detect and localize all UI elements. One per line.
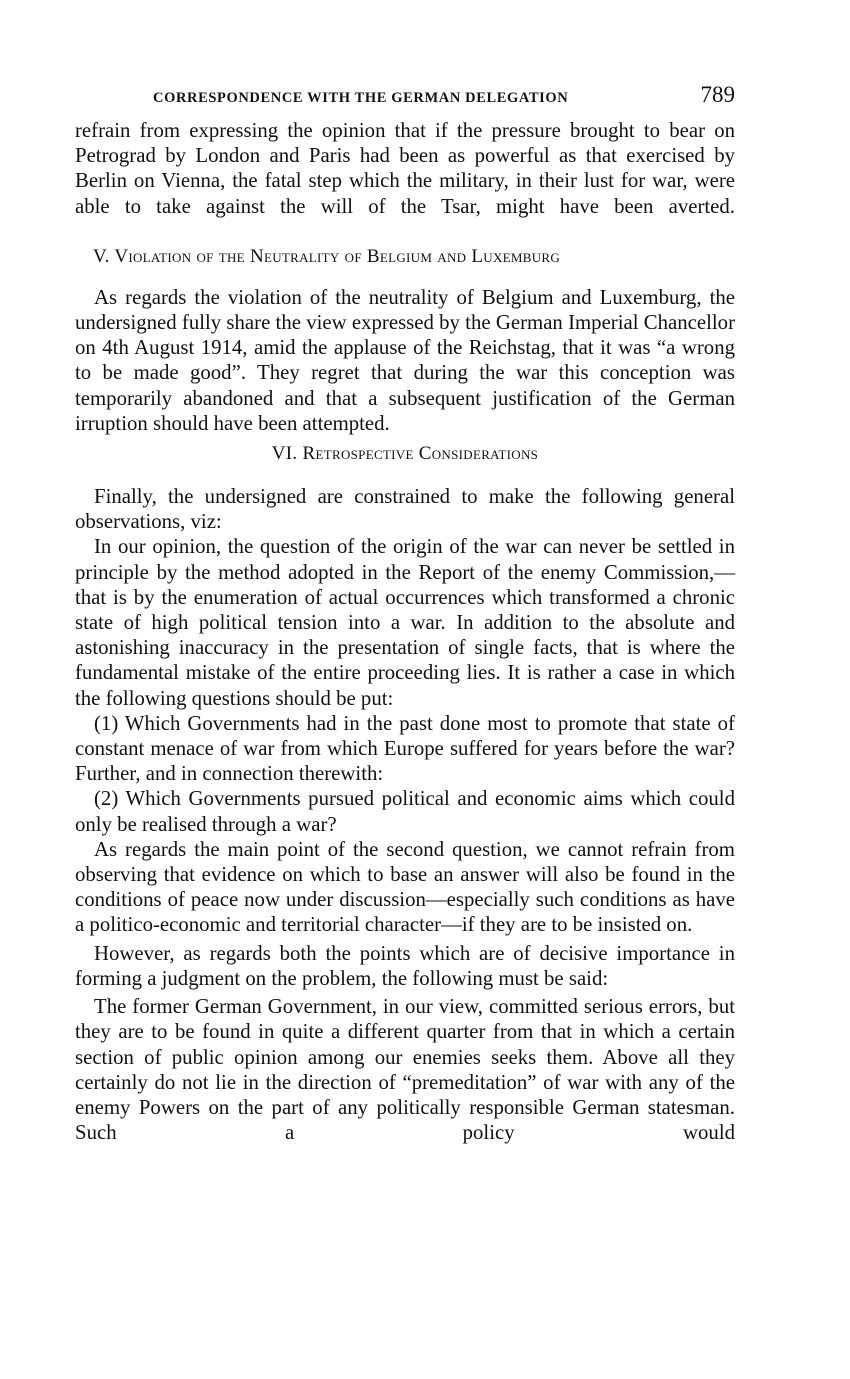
paragraph-decisive-points: However, as regards both the points which are of decisive importance in forming a judgment on the problem, the following must be said: — [75, 941, 735, 990]
paragraph-question-two: (2) Which Governments pursued political and economic aims which could only be realised through a war? — [75, 787, 735, 836]
running-title: CORRESPONDENCE WITH THE GERMAN DELEGATION — [153, 90, 569, 106]
paragraph-second-question-answer: As regards the main point of the second question, we cannot refrain from observing that evidence on which to base an answer will also be found in the conditions of peace now under discussion—especially such conditions as have a politico-economic and territorial character—if they are to be insisted on. — [75, 837, 735, 937]
section-heading-retrospective-considerations: VI. Retrospective Considerations — [271, 443, 539, 465]
paragraph-general-observations: Finally, the undersigned are constrained to make the following general observations, viz: — [75, 485, 735, 534]
paragraph-origin-of-war: In our opinion, the question of the origin of the war can never be settled in principle by the method adopted in the Report of the enemy Commission,—that is by the enumeration of actual occurrences which transformed a chronic state of high political tension into a war. In addition to the absolute and astonishing inaccuracy in the presentation of single facts, that is where the fundamental mistake of the entire proceeding lies. It is rather a case in which the following questions should be put: — [75, 535, 735, 710]
paragraph-belgium-luxemburg: As regards the violation of the neutrality of Belgium and Luxemburg, the undersigned fully share the view expressed by the German Imperial Chancellor on 4th August 1914, amid the applause of the Reichstag, that it was “a wrong to be made good”. They regret that during the war this conception was temporarily abandoned and that a subsequent justification of the German irruption should have been attempted. — [75, 285, 735, 435]
page-number: 789 — [700, 82, 735, 107]
document-page — [75, 84, 735, 1145]
paragraph-former-german-government: The former German Government, in our view, committed serious errors, but they are to be found in quite a different quarter from that in which a certain section of public opinion among our enemies seeks them. Above all they certainly do not lie in the direction of “premeditation” of war with any of the enemy Powers on the part of any politically responsible German statesman. Such a policy would — [75, 995, 735, 1145]
paragraph-question-one: (1) Which Governments had in the past done most to promote that state of constant menace of war from which Europe suffered for years before the war? Further, and in connection therewith: — [75, 711, 735, 786]
section-heading-violation-of-neutrality: V. Violation of the Neutrality of Belgium and Luxemburg — [93, 245, 561, 267]
paragraph-continued: refrain from expressing the opinion that if the pressure brought to bear on Petrograd by London and Paris had been as powerful as that exercised by Berlin on Vienna, the fatal step which the military, in their lust for war, were able to take against the will of the Tsar, might have been averted. — [75, 119, 735, 218]
running-head — [75, 84, 735, 118]
